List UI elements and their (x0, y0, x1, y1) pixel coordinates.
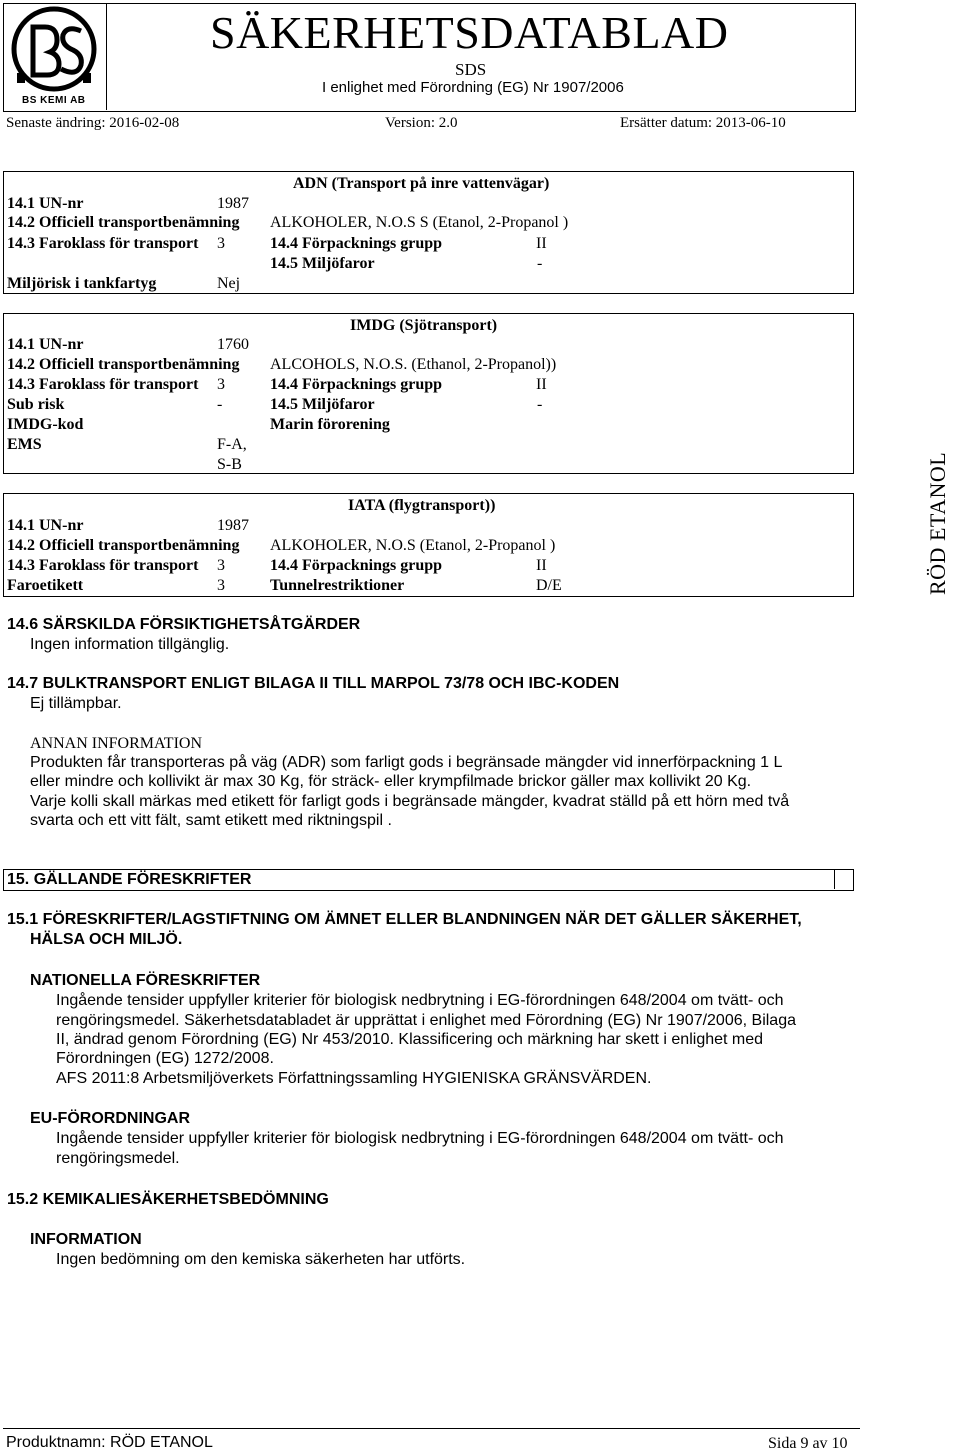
other-info-line: Produkten får transporteras på väg (ADR) som farligt gods i begränsade mängder vid innerförpackning 1 L (30, 754, 783, 771)
national-regulations-line: Ingående tensider uppfyller kriterier för biologisk nedbrytning i EG-förordningen 648/2004 om tvätt- och (56, 992, 784, 1009)
other-info-heading: ANNAN INFORMATION (30, 735, 202, 752)
eu-regulations-heading: EU-FÖRORDNINGAR (30, 1110, 190, 1127)
information-text: Ingen bedömning om den kemiska säkerheten har utförts. (56, 1251, 466, 1268)
section-15-heading: 15. GÄLLANDE FÖRESKRIFTER (7, 871, 252, 888)
imdg-code-label: IMDG-kod (7, 416, 84, 433)
logo-cell (3, 3, 107, 110)
adn-env-label: 14.5 Miljöfaror (270, 255, 375, 272)
adn-name-label: 14.2 Officiell transportbenämning (7, 214, 240, 231)
section-14-7-text: Ej tillämpbar. (30, 695, 122, 712)
national-regulations-line: AFS 2011:8 Arbetsmiljöverkets Författningssamling HYGIENISKA GRÄNSVÄRDEN. (56, 1070, 652, 1087)
imdg-un-value: 1760 (217, 336, 249, 353)
imdg-name-label: 14.2 Officiell transportbenämning (7, 356, 240, 373)
iata-tunnel-label: Tunnelrestriktioner (270, 577, 405, 594)
section-15-1-heading-cont: HÄLSA OCH MILJÖ. (30, 931, 183, 948)
adn-pg-value: II (536, 235, 547, 252)
imdg-subrisk-label: Sub risk (7, 396, 65, 413)
adn-un-value: 1987 (217, 195, 249, 212)
national-regulations-line: rengöringsmedel. Säkerhetsdatabladet är upprättat i enlighet med Förordning (EG) Nr 1907/2006, Bilaga (56, 1012, 796, 1029)
information-heading: INFORMATION (30, 1231, 142, 1248)
eu-regulations-line: Ingående tensider uppfyller kriterier för biologisk nedbrytning i EG-förordningen 648/2004 om tvätt- och (56, 1130, 784, 1147)
product-side-label: RÖD ETANOL (925, 451, 950, 595)
imdg-class-value: 3 (217, 376, 225, 393)
iata-pg-label: 14.4 Förpacknings grupp (270, 557, 443, 574)
iata-name-value: ALKOHOLER, N.O.S (Etanol, 2-Propanol ) (270, 537, 556, 554)
adn-tank-value: Nej (217, 275, 241, 292)
iata-pg-value: II (536, 557, 547, 574)
document-subtitle: SDS (455, 60, 487, 79)
section-14-6-text: Ingen information tillgänglig. (30, 636, 230, 653)
iata-heading: IATA (flygtransport)) (348, 497, 496, 514)
adn-name-value: ALKOHOLER, N.O.S S (Etanol, 2-Propanol ) (270, 214, 569, 231)
section-14-7-heading: 14.7 BULKTRANSPORT ENLIGT BILAGA II TILL MARPOL 73/78 OCH IBC-KODEN (7, 675, 620, 692)
adn-class-label: 14.3 Faroklass för transport (7, 235, 199, 252)
national-regulations-heading: NATIONELLA FÖRESKRIFTER (30, 972, 261, 989)
adn-un-label: 14.1 UN-nr (7, 195, 84, 212)
other-info-line: eller mindre och kollivikt är max 30 Kg, för sträck- eller krympfilmade brickor gäller max kollivikt 20 Kg. (30, 773, 752, 790)
national-regulations-line: Förordningen (EG) 1272/2008. (56, 1050, 274, 1067)
section-14-6-heading: 14.6 SÄRSKILDA FÖRSIKTIGHETSÅTGÄRDER (7, 616, 361, 633)
other-info-line: Varje kolli skall märkas med etikett för farligt gods i begränsade mängder, kvadrat ställd på ett hörn med två (30, 793, 790, 810)
iata-un-value: 1987 (217, 517, 249, 534)
footer-divider (3, 1428, 860, 1429)
imdg-ems-label: EMS (7, 436, 42, 453)
imdg-env-value: - (537, 396, 543, 413)
imdg-name-value: ALCOHOLS, N.O.S. (Ethanol, 2-Propanol)) (270, 356, 557, 373)
imdg-pg-label: 14.4 Förpacknings grupp (270, 376, 443, 393)
adn-env-value: - (537, 255, 543, 272)
imdg-marine-label: Marin förorening (270, 416, 390, 433)
adn-class-value: 3 (217, 235, 225, 252)
eu-regulations-line: rengöringsmedel. (56, 1150, 180, 1167)
logo-text: BS KEMI AB (22, 95, 86, 106)
iata-un-label: 14.1 UN-nr (7, 517, 84, 534)
iata-label-label: Faroetikett (7, 577, 84, 594)
footer-page-number: Sida 9 av 10 (768, 1435, 848, 1452)
iata-class-value: 3 (217, 557, 225, 574)
document-title: SÄKERHETSDATABLAD (210, 7, 729, 58)
company-logo-icon (3, 3, 106, 110)
imdg-env-label: 14.5 Miljöfaror (270, 396, 375, 413)
imdg-class-label: 14.3 Faroklass för transport (7, 376, 199, 393)
iata-class-label: 14.3 Faroklass för transport (7, 557, 199, 574)
imdg-ems-value-1: F-A, (217, 436, 247, 453)
regulation-text: I enlighet med Förordning (EG) Nr 1907/2006 (322, 79, 624, 96)
section-15-1-heading: 15.1 FÖRESKRIFTER/LAGSTIFTNING OM ÄMNET ELLER BLANDNINGEN NÄR DET GÄLLER SÄKERHET, (7, 911, 802, 928)
section-15-2-heading: 15.2 KEMIKALIESÄKERHETSBEDÖMNING (7, 1191, 329, 1208)
imdg-pg-value: II (536, 376, 547, 393)
iata-tunnel-value: D/E (536, 577, 562, 594)
imdg-subrisk-value: - (217, 396, 223, 413)
national-regulations-line: II, ändrad genom Förordning (EG) Nr 453/2010. Klassificering och märkning har skett i enlighet med (56, 1031, 764, 1048)
adn-heading: ADN (Transport på inre vattenvägar) (293, 175, 550, 192)
iata-name-label: 14.2 Officiell transportbenämning (7, 537, 240, 554)
imdg-heading: IMDG (Sjötransport) (350, 317, 498, 334)
iata-label-value: 3 (217, 577, 225, 594)
version-text: Version: 2.0 (385, 115, 458, 131)
imdg-un-label: 14.1 UN-nr (7, 336, 84, 353)
imdg-ems-value-2: S-B (217, 456, 242, 473)
adn-pg-label: 14.4 Förpacknings grupp (270, 235, 443, 252)
footer-product-name: Produktnamn: RÖD ETANOL (6, 1434, 213, 1451)
replaces-date: Ersätter datum: 2013-06-10 (620, 115, 786, 131)
revision-date: Senaste ändring: 2016-02-08 (6, 115, 180, 131)
adn-tank-label: Miljörisk i tankfartyg (7, 275, 157, 292)
other-info-line: svarta och ett vitt fält, samt etikett med riktningspil . (30, 812, 392, 829)
section-15-divider (834, 869, 835, 889)
